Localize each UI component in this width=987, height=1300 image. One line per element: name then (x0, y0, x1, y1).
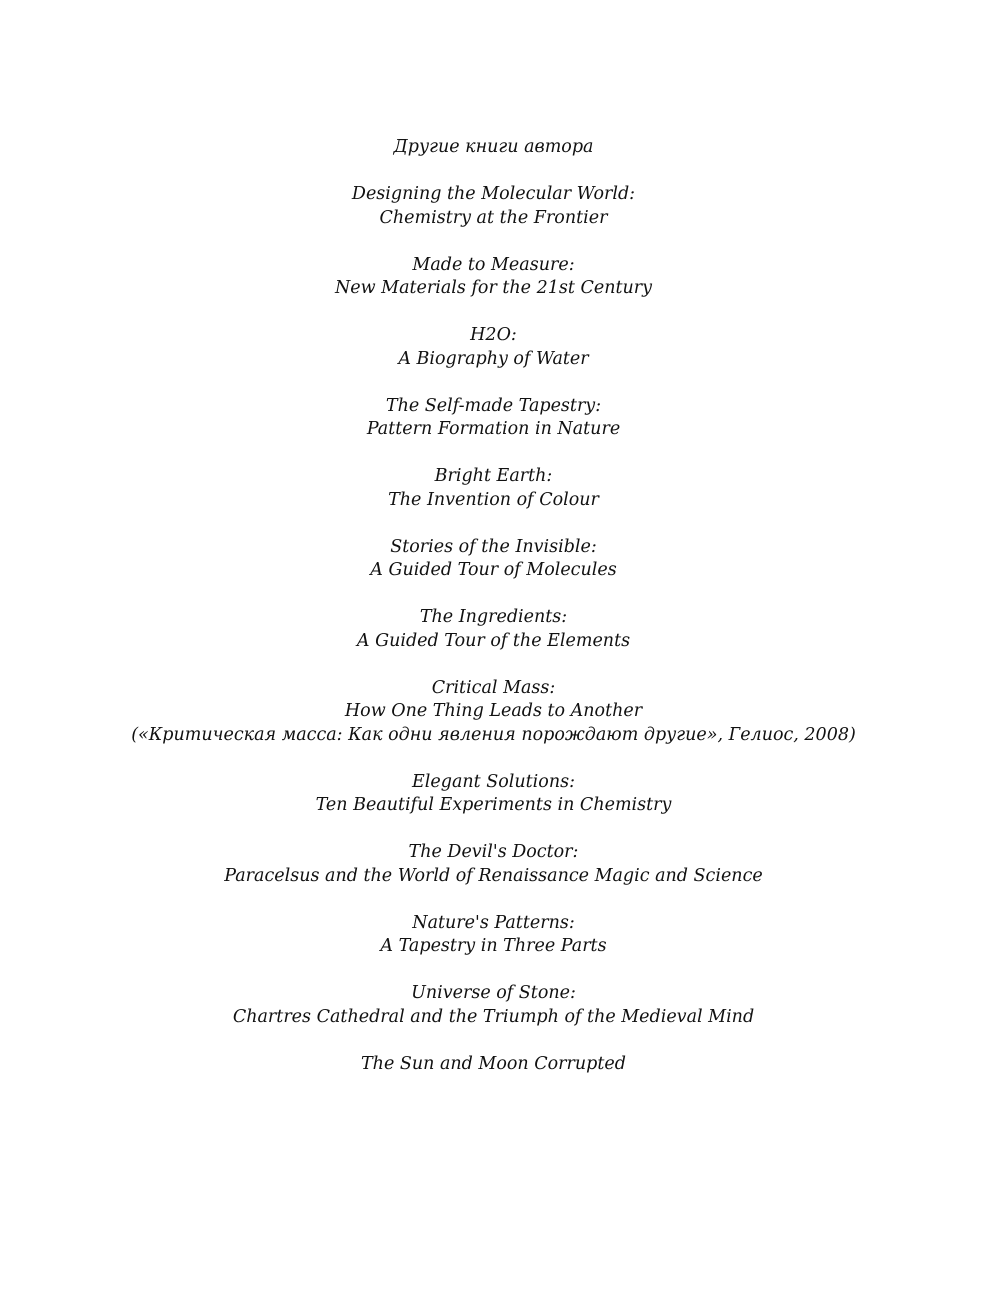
book-subtitle: Chartres Cathedral and the Triumph of the Medieval Mind (232, 1006, 755, 1027)
book-entry (0, 465, 987, 512)
book-subtitle: New Materials for the 21st Century (334, 278, 653, 298)
book-subtitle: Ten Beautiful Experiments in Chemistry (315, 795, 672, 815)
book-entry (0, 771, 987, 818)
book-title: Elegant Solutions: (412, 771, 575, 792)
book-entry (0, 183, 987, 230)
book-subtitle: Paracelsus and the World of Renaissance Magic and Science (224, 865, 763, 886)
book-entry (0, 841, 987, 888)
book-entry (0, 606, 987, 653)
book-title: The Ingredients: (419, 607, 568, 627)
book-subtitle: Pattern Formation in Nature (366, 419, 621, 439)
book-title: Made to Measure: (412, 254, 575, 275)
book-title: The Self-made Tapestry: (385, 395, 602, 416)
book-subtitle: A Tapestry in Three Parts (380, 936, 607, 956)
book-entry (0, 324, 987, 371)
book-entry (0, 254, 987, 301)
book-entry (0, 677, 987, 748)
book-subtitle: A Guided Tour of the Elements (356, 630, 631, 651)
book-entry (0, 1053, 987, 1077)
book-translation-note: («Критическая масса: Как одни явления порождают другие», Гелиос, 2008) (131, 724, 856, 745)
book-entry (0, 912, 987, 959)
book-entry (0, 982, 987, 1029)
book-list-page (0, 136, 987, 1100)
book-title: Bright Earth: (434, 466, 553, 486)
book-title: Universe of Stone: (411, 983, 576, 1003)
book-title: Stories of the Invisible: (390, 536, 597, 557)
book-title: Designing the Molecular World: (351, 184, 636, 204)
book-title: The Devil's Doctor: (408, 842, 579, 862)
book-entry (0, 536, 987, 583)
book-subtitle: A Biography of Water (398, 348, 589, 369)
book-entry (0, 395, 987, 442)
book-title: H2O: (470, 325, 517, 345)
book-subtitle: Chemistry at the Frontier (379, 207, 608, 228)
book-subtitle: The Invention of Colour (388, 489, 599, 510)
book-title: Critical Mass: (431, 677, 556, 698)
page-heading: Другие книги автора (393, 137, 594, 157)
book-subtitle: How One Thing Leads to Another (344, 701, 643, 721)
book-subtitle: A Guided Tour of Molecules (370, 560, 617, 580)
book-title: The Sun and Moon Corrupted (361, 1053, 626, 1074)
book-title: Nature's Patterns: (412, 912, 575, 933)
